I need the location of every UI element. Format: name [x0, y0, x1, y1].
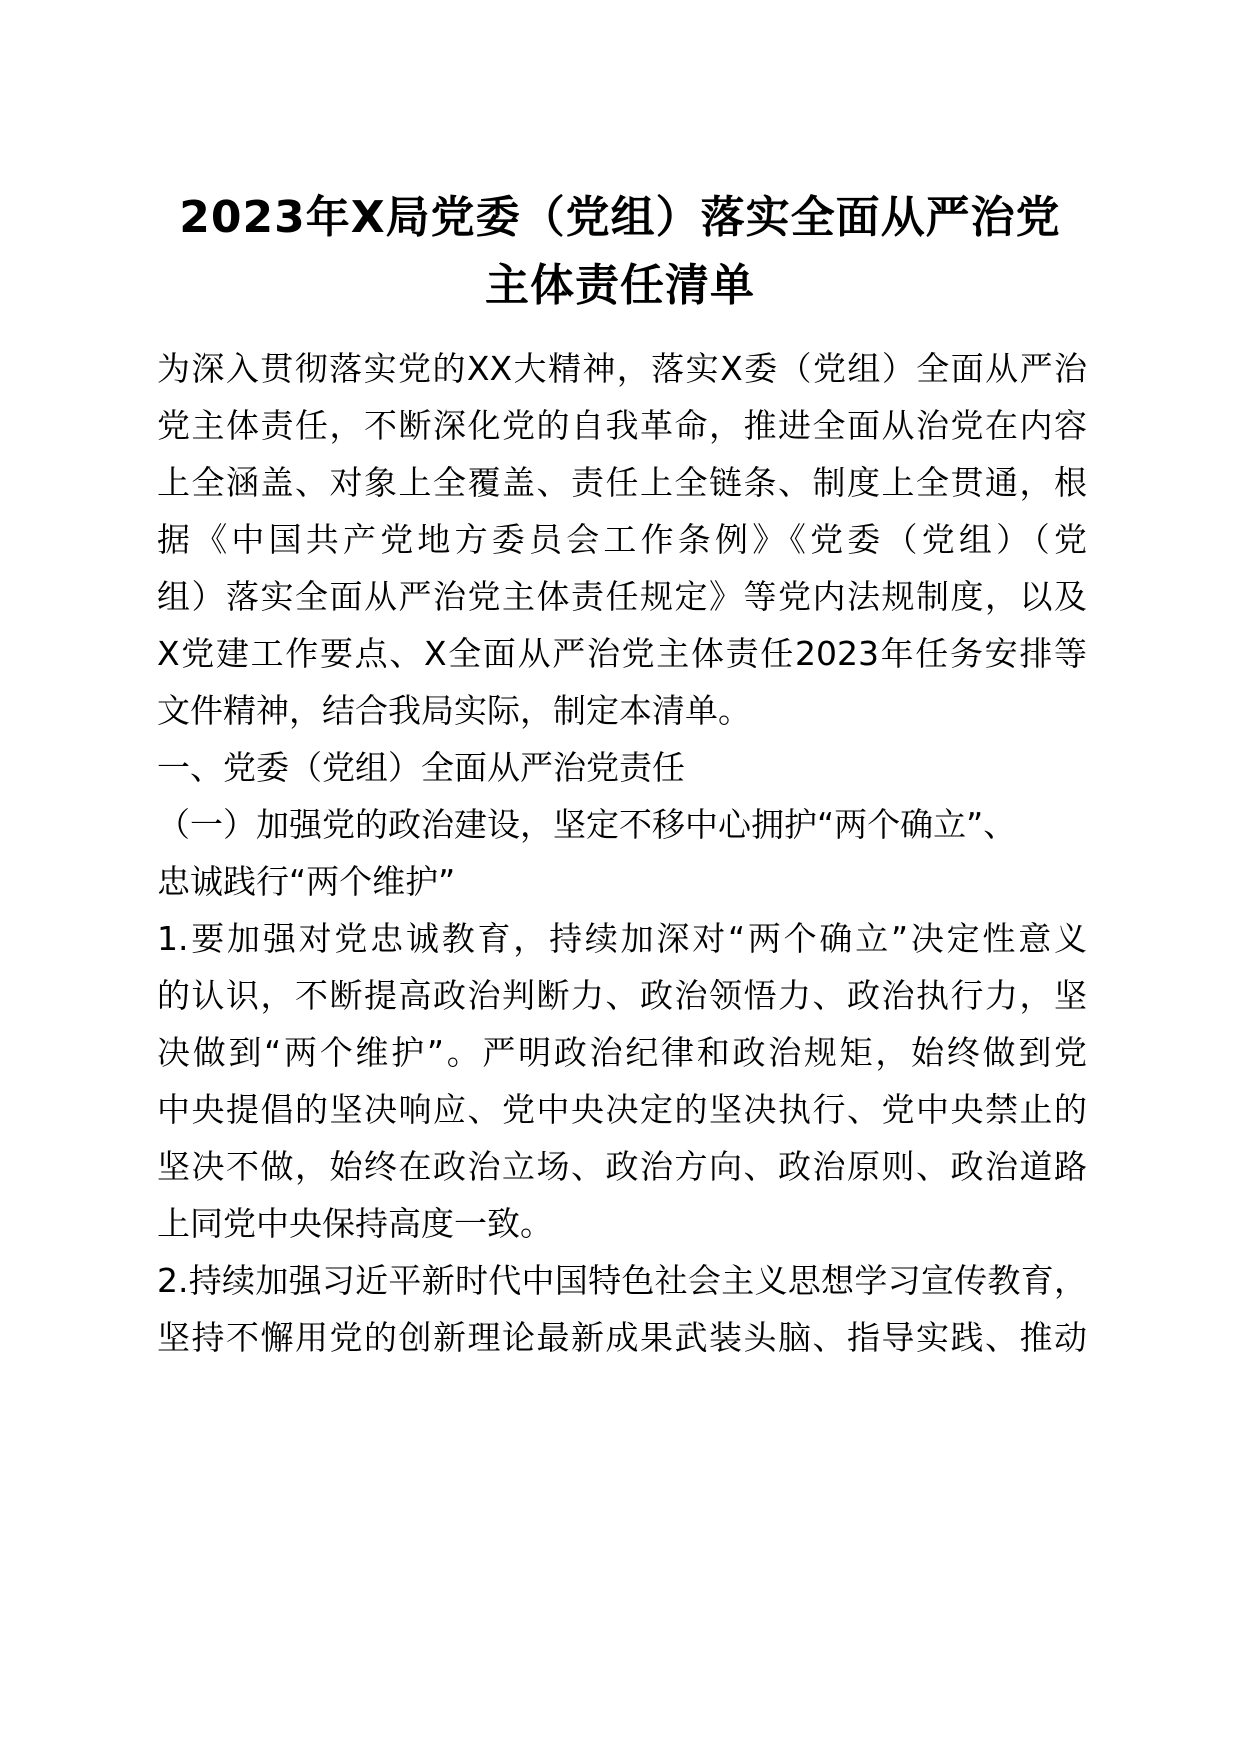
- intro-paragraph-line: 据《中国共产党地方委员会工作条例》《党委（党组）（党: [157, 520, 1087, 559]
- item-1-line: 决做到“两个维护”。严明政治纪律和政治规矩，始终做到党: [157, 1033, 1087, 1072]
- document-title-line-2: 主体责任清单: [485, 260, 755, 311]
- document-title-line-1: 2023年X局党委（党组）落实全面从严治党: [179, 192, 1061, 243]
- item-1-line: 坚决不做，始终在政治立场、政治方向、政治原则、政治道路: [157, 1147, 1087, 1186]
- item-1-line: 中央提倡的坚决响应、党中央决定的坚决执行、党中央禁止的: [157, 1090, 1087, 1129]
- item-1-line: 上同党中央保持高度一致。: [157, 1204, 553, 1243]
- intro-paragraph-line: X党建工作要点、X全面从严治党主体责任2023年任务安排等: [157, 634, 1087, 673]
- item-1-line: 1.要加强对党忠诚教育，持续加深对“两个确立”决定性意义: [157, 919, 1087, 958]
- subsection-heading-line: 忠诚践行“两个维护”: [157, 862, 456, 901]
- intro-paragraph-line: 上全涵盖、对象上全覆盖、责任上全链条、制度上全贯通，根: [157, 463, 1087, 502]
- section-heading: 一、党委（党组）全面从严治党责任: [157, 748, 685, 787]
- item-2-line: 2.持续加强习近平新时代中国特色社会主义思想学习宣传教育，: [157, 1261, 1087, 1300]
- subsection-heading-line: （一）加强党的政治建设，坚定不移中心拥护“两个确立”、: [157, 805, 1017, 844]
- intro-paragraph-line: 党主体责任，不断深化党的自我革命，推进全面从治党在内容: [157, 406, 1087, 445]
- item-1-line: 的认识，不断提高政治判断力、政治领悟力、政治执行力，坚: [157, 976, 1087, 1015]
- intro-paragraph-line: 文件精神，结合我局实际，制定本清单。: [157, 691, 751, 730]
- intro-paragraph-line: 为深入贯彻落实党的XX大精神，落实X委（党组）全面从严治: [157, 349, 1087, 388]
- intro-paragraph-line: 组）落实全面从严治党主体责任规定》等党内法规制度，以及: [157, 577, 1087, 616]
- item-2-line: 坚持不懈用党的创新理论最新成果武装头脑、指导实践、推动: [157, 1318, 1087, 1357]
